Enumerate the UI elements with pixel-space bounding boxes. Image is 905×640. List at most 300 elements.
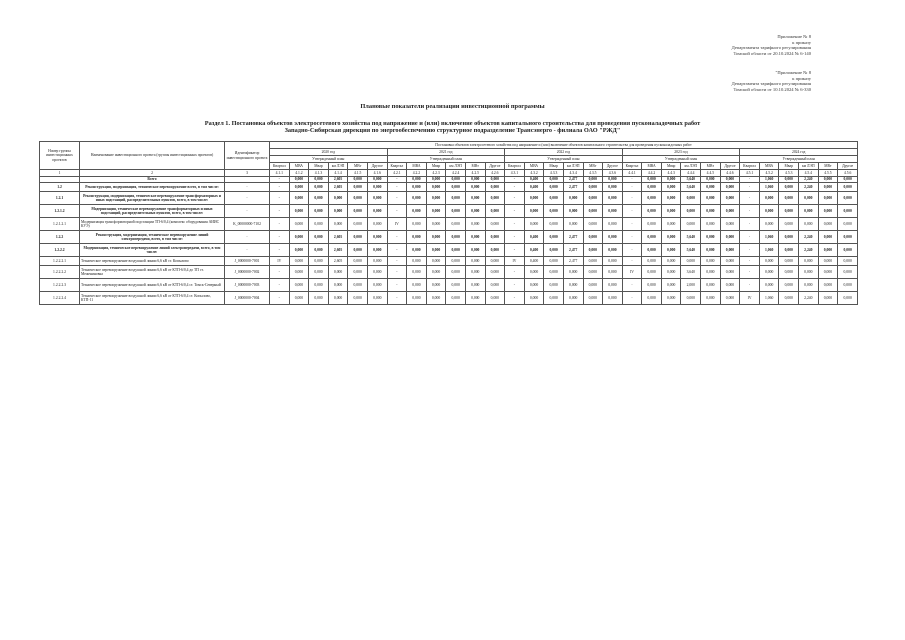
row-number: 1.2.1.2 [40,205,80,218]
row-number: 1.2 [40,183,80,192]
row-value: 0,000 [779,192,799,205]
row-value: 0,000 [779,244,799,257]
row-value: 0,000 [563,218,583,231]
row-value: 0,000 [642,218,662,231]
row-value: 0,000 [289,279,309,292]
column-number: 4.2.1 [387,170,407,177]
row-value: 0,000 [603,279,623,292]
row-value: 0,000 [426,257,446,266]
row-value: 0,000 [701,192,721,205]
row-value: - [270,218,290,231]
row-value: 0,000 [485,266,505,279]
row-value: 0,000 [289,244,309,257]
row-value: 2,240 [799,231,819,244]
column-number: 4.4.4 [681,170,701,177]
row-value: 0,000 [818,244,838,257]
row-value: 0,000 [563,279,583,292]
column-number: 4.3.4 [563,170,583,177]
row-value: 0,000 [603,192,623,205]
row-value: 0,000 [720,292,740,305]
row-value: 0,000 [818,292,838,305]
row-value: 0,000 [759,266,779,279]
row-value: 0,000 [524,292,544,305]
row-value: 0,000 [701,244,721,257]
column-number: 4.1.1 [270,170,290,177]
row-value: 1,060 [759,244,779,257]
row-value: 0,000 [348,218,368,231]
row-value: 0,000 [603,231,623,244]
row-value: 0,000 [407,231,427,244]
row-value: 0,000 [701,218,721,231]
row-value: - [270,192,290,205]
row-value: 0,000 [328,205,348,218]
row-value: 0,000 [799,192,819,205]
row-value: - [505,192,525,205]
row-value: 0,000 [720,257,740,266]
row-project-name: Всего [80,177,225,183]
table-row [40,218,858,231]
header-subcolumn: км ЛЭП [681,163,701,170]
row-value: 0,000 [446,244,466,257]
row-value: 0,400 [524,257,544,266]
row-value: 0,000 [642,244,662,257]
row-value: 0,000 [446,205,466,218]
row-value: 2,240 [799,177,819,183]
header-subcolumn: Мвар [661,163,681,170]
row-value: 0,000 [485,244,505,257]
column-number: 4.4.2 [642,170,662,177]
row-value: 0,000 [309,218,329,231]
row-value: 0,000 [446,266,466,279]
row-value: - [622,218,642,231]
header-subcolumn: МВА [642,163,662,170]
row-value: - [270,244,290,257]
row-value: 0,000 [289,266,309,279]
row-project-name: Техническое перевооружение воздушной линии 6,6 кВ ст. Копылово [80,257,225,266]
row-value: 0,000 [426,292,446,305]
row-project-name: Техническое перевооружение воздушной линии 6,6 кВ от КТП-6/0,4 до ТП ст. Межениновка [80,266,225,279]
row-value: 0,000 [544,177,564,183]
section-title [0,120,905,135]
row-value: 0,000 [701,183,721,192]
row-value: 0,000 [642,257,662,266]
row-value: - [270,183,290,192]
header-subcolumn: Другое [838,163,858,170]
row-project-id: - [225,231,270,244]
row-value: 0,000 [446,292,466,305]
row-project-id: J_0000000-7004 [225,292,270,305]
row-value: 0,000 [544,183,564,192]
row-value: 0,000 [426,231,446,244]
row-value: 0,000 [603,257,623,266]
row-value: 0,000 [426,266,446,279]
row-value: 0,000 [407,257,427,266]
header-subcolumn: Мвар [426,163,446,170]
row-value: 0,000 [309,266,329,279]
row-value: 0,000 [799,279,819,292]
header-subcolumn: км ЛЭП [328,163,348,170]
row-value: 0,000 [309,177,329,183]
row-value: 0,000 [485,192,505,205]
row-value: 0,000 [838,205,858,218]
row-value: 2,477 [563,177,583,183]
row-value: 0,000 [328,218,348,231]
row-project-id: K_00000000-7102 [225,218,270,231]
header-subcolumn: Квартал [622,163,642,170]
row-value: - [622,292,642,305]
table-row [40,266,858,279]
row-value: 0,000 [720,231,740,244]
row-value: - [622,244,642,257]
row-value: 0,000 [681,257,701,266]
row-value: 0,000 [661,266,681,279]
row-value: 0,000 [367,192,387,205]
row-project-id: - [225,192,270,205]
column-number: 4.5.3 [779,170,799,177]
header-year: 2021 год [387,149,505,156]
row-value: 0,000 [407,192,427,205]
column-number: 4.1.6 [367,170,387,177]
table-row [40,205,858,218]
row-value: 0,000 [348,192,368,205]
row-value: 0,000 [701,231,721,244]
plan-table [39,141,858,305]
row-value: 0,000 [367,257,387,266]
row-value: 0,000 [681,218,701,231]
row-value: 0,000 [426,244,446,257]
row-value: 0,000 [838,244,858,257]
row-value: 0,000 [661,244,681,257]
header-line: Томской области от 20.10.2024 № 6-140 [733,50,811,56]
row-number: 1.2.2.2.4 [40,292,80,305]
row-value: - [387,257,407,266]
row-value: 0,000 [544,257,564,266]
header-subcolumn: Другое [485,163,505,170]
row-value: 0,000 [367,177,387,183]
header-plan-caption: Постановка объектов электросетевого хозяйства под напряжение и (или) включение объектов капитального строительства для проведения пусконаладочных работ [270,142,858,149]
row-value: - [740,279,760,292]
document-title: Плановые показатели реализации инвестиционной программы [360,103,545,110]
row-value: 5,640 [681,177,701,183]
row-value: 0,000 [799,266,819,279]
header-line: к приказу [792,75,811,81]
row-value: 0,000 [720,177,740,183]
row-value: - [505,205,525,218]
row-value: 0,000 [759,279,779,292]
row-value: 0,000 [407,292,427,305]
row-value: 0,400 [524,244,544,257]
row-value: - [505,244,525,257]
row-value: 2,240 [799,183,819,192]
row-project-name: Модернизация, техническое перевооружение трансформаторных и иных подстанций, распределительных пунктов, всего, в том числе: [80,205,225,218]
row-value: 0,000 [838,218,858,231]
row-value: 0,000 [446,177,466,183]
row-value: 0,000 [583,218,603,231]
header-approved-plan: Утвержденный план [622,156,740,163]
row-value: 0,000 [426,192,446,205]
table-row [40,192,858,205]
row-value: 1,060 [759,231,779,244]
row-value: 0,000 [426,177,446,183]
column-number: 4.5.2 [759,170,779,177]
header-year: 2024 год [740,149,858,156]
row-value: 0,000 [485,257,505,266]
header-subcolumn: МВт [818,163,838,170]
row-value: 0,000 [446,279,466,292]
row-value: 0,000 [603,266,623,279]
row-value: - [505,183,525,192]
column-number: 4.1.3 [309,170,329,177]
row-value: 0,000 [759,205,779,218]
row-number: 1.2.1.2.1 [40,218,80,231]
header-line: Приложение № 8 [777,34,811,39]
row-value: 0,000 [289,231,309,244]
row-value: IV [622,266,642,279]
column-number: 4.5.6 [838,170,858,177]
table-row [40,292,858,305]
header-subcolumn: МВт [701,163,721,170]
column-number: 1 [40,170,80,177]
row-value: 0,000 [309,183,329,192]
row-value: 0,000 [465,231,485,244]
row-value: 0,000 [603,183,623,192]
row-value: 0,000 [720,192,740,205]
row-value: 0,000 [289,257,309,266]
row-value: - [622,231,642,244]
header-previous-approval-note [732,70,811,92]
row-value: 0,000 [367,244,387,257]
row-value: 0,000 [407,244,427,257]
section-title-line: Раздел 1. Постановка объектов электросетевого хозяйства под напряжение и (или) включение объектов капитального строительства для проведения пусконаладочных работ [204,120,701,127]
row-value: 0,000 [642,205,662,218]
row-value: 0,000 [465,244,485,257]
row-value: 0,000 [583,231,603,244]
row-value: 0,000 [485,292,505,305]
row-value: 0,000 [701,257,721,266]
header-approved-plan: Утвержденный план [387,156,505,163]
row-value: - [622,183,642,192]
row-value: 0,000 [544,218,564,231]
row-value: 0,000 [289,218,309,231]
row-value: 5,640 [681,244,701,257]
row-number: 1.2.2.2.3 [40,279,80,292]
row-value: 0,000 [661,279,681,292]
table-row [40,244,858,257]
row-value: 0,000 [779,231,799,244]
row-project-name: Реконструкция, модернизация, техническое перевооружение всего, в том числе: [80,183,225,192]
row-value: - [505,177,525,183]
row-value: 0,000 [720,218,740,231]
row-project-name: Модернизация, техническое перевооружение линий электропередачи, всего, в том числе: [80,244,225,257]
row-project-name: Техническое перевооружение воздушной линии 6,6 кВ от КТП-6/0,4 ст. Томск-Северный [80,279,225,292]
header-subcolumn: МВА [289,163,309,170]
row-value: 0,000 [465,218,485,231]
row-project-id: J_0000000-7001 [225,257,270,266]
row-value: - [387,205,407,218]
row-project-id: - [225,205,270,218]
row-value: 0,000 [289,177,309,183]
row-value: 0,000 [544,205,564,218]
row-value: 0,000 [681,192,701,205]
row-value: 0,000 [583,183,603,192]
row-value: 0,000 [838,257,858,266]
row-value: 0,000 [642,177,662,183]
header-subcolumn: МВт [583,163,603,170]
table-header-row [40,142,858,149]
row-value: 0,000 [701,292,721,305]
row-value: 0,000 [583,205,603,218]
row-value: - [270,177,290,183]
row-value: 0,000 [779,218,799,231]
row-value: 2,240 [799,292,819,305]
header-project-id: Идентификатор инвестиционного проекта [225,142,270,170]
row-value: - [387,177,407,183]
row-value: - [270,231,290,244]
row-value: 0,000 [446,192,466,205]
table-row [40,183,858,192]
header-year: 2022 год [505,149,623,156]
row-value: 0,000 [328,279,348,292]
row-value: 0,000 [779,257,799,266]
row-value: 0,000 [701,205,721,218]
row-value: 0,000 [642,192,662,205]
row-value: 0,000 [446,218,466,231]
row-value: 0,000 [681,292,701,305]
row-value: 0,000 [309,205,329,218]
row-value: 0,000 [426,218,446,231]
header-subcolumn: МВА [407,163,427,170]
row-value: 0,000 [818,231,838,244]
table-row [40,231,858,244]
column-number: 4.4.1 [622,170,642,177]
row-value: 0,000 [544,192,564,205]
row-value: 0,000 [544,231,564,244]
row-number: 1.2.2.2 [40,244,80,257]
column-number: 4.3.3 [544,170,564,177]
header-subcolumn: км ЛЭП [563,163,583,170]
row-value: 0,000 [779,266,799,279]
row-number: 1.2.1 [40,192,80,205]
row-value: 0,000 [328,292,348,305]
column-number: 4.2.5 [465,170,485,177]
row-value: 0,000 [603,244,623,257]
row-value: 0,000 [661,257,681,266]
row-value: 0,000 [779,205,799,218]
table-numbering-row [40,170,858,177]
row-value: 0,000 [524,192,544,205]
row-value: 1,060 [759,292,779,305]
row-value: 0,000 [642,266,662,279]
row-value: 0,000 [661,218,681,231]
column-number: 4.2.3 [426,170,446,177]
row-value: 0,000 [309,231,329,244]
row-value: 0,000 [348,231,368,244]
row-value: 0,000 [603,292,623,305]
row-value: 0,000 [485,205,505,218]
row-value: 0,000 [348,266,368,279]
row-value: 0,000 [818,266,838,279]
row-value: 0,000 [838,192,858,205]
row-value: 0,000 [818,177,838,183]
header-year: 2020 год [270,149,388,156]
header-line: "Приложение № 8 [775,70,811,75]
row-value: 0,000 [720,205,740,218]
row-value: 0,000 [407,177,427,183]
table-row [40,257,858,266]
row-value: 0,000 [779,292,799,305]
row-project-name: Модернизация трансформаторной подстанции ТП-6/0,4 (комплекс оборудования АИИС КУЭ) [80,218,225,231]
column-number: 4.3.2 [524,170,544,177]
row-value: 0,000 [720,183,740,192]
row-value: - [740,192,760,205]
header-approved-plan: Утвержденный план [505,156,623,163]
row-value: 0,000 [563,266,583,279]
header-approved-plan: Утвержденный план [270,156,388,163]
row-value: IV [387,218,407,231]
row-value: 0,400 [524,231,544,244]
row-value: 0,000 [426,279,446,292]
row-value: 0,000 [289,192,309,205]
header-line: Департамента тарифного регулирования [731,81,811,87]
row-value: 0,000 [465,177,485,183]
row-value: - [740,183,760,192]
row-value: 0,000 [603,205,623,218]
row-value: 0,000 [544,279,564,292]
row-value: 0,000 [661,177,681,183]
row-value: IV [505,257,525,266]
row-value: 0,000 [818,218,838,231]
row-value: 0,000 [465,292,485,305]
row-value: - [387,292,407,305]
row-value: 0,000 [348,177,368,183]
row-value: 0,000 [348,244,368,257]
header-subcolumn: Мвар [309,163,329,170]
row-value: 0,000 [799,257,819,266]
row-value: 0,000 [759,257,779,266]
row-value: 0,000 [701,266,721,279]
row-value: 0,000 [563,192,583,205]
row-value: 0,000 [465,192,485,205]
header-subcolumn: Квартал [505,163,525,170]
row-value: 0,000 [701,279,721,292]
row-value: - [387,231,407,244]
row-value: - [740,257,760,266]
header-line: Томской области от 10.10.2024 № 6-330 [733,86,811,92]
column-number: 3 [225,170,270,177]
row-value: 0,000 [544,266,564,279]
row-value: 0,000 [544,292,564,305]
column-number: 4.1.4 [328,170,348,177]
row-value: 0,000 [289,292,309,305]
row-value: 0,000 [759,218,779,231]
column-number: 4.4.3 [661,170,681,177]
header-subcolumn: км ЛЭП [799,163,819,170]
row-number: 1.2.2 [40,231,80,244]
row-value: 0,000 [485,279,505,292]
row-value: 0,000 [289,183,309,192]
row-value: 0,000 [779,279,799,292]
row-value: 0,000 [328,192,348,205]
row-value: 2,605 [328,231,348,244]
row-value: 0,000 [642,183,662,192]
row-value: 0,000 [524,266,544,279]
row-value: - [505,231,525,244]
row-value: 0,000 [661,292,681,305]
row-value: 0,000 [348,279,368,292]
row-value: 2,000 [681,279,701,292]
header-subcolumn: Мвар [779,163,799,170]
row-value: - [270,205,290,218]
